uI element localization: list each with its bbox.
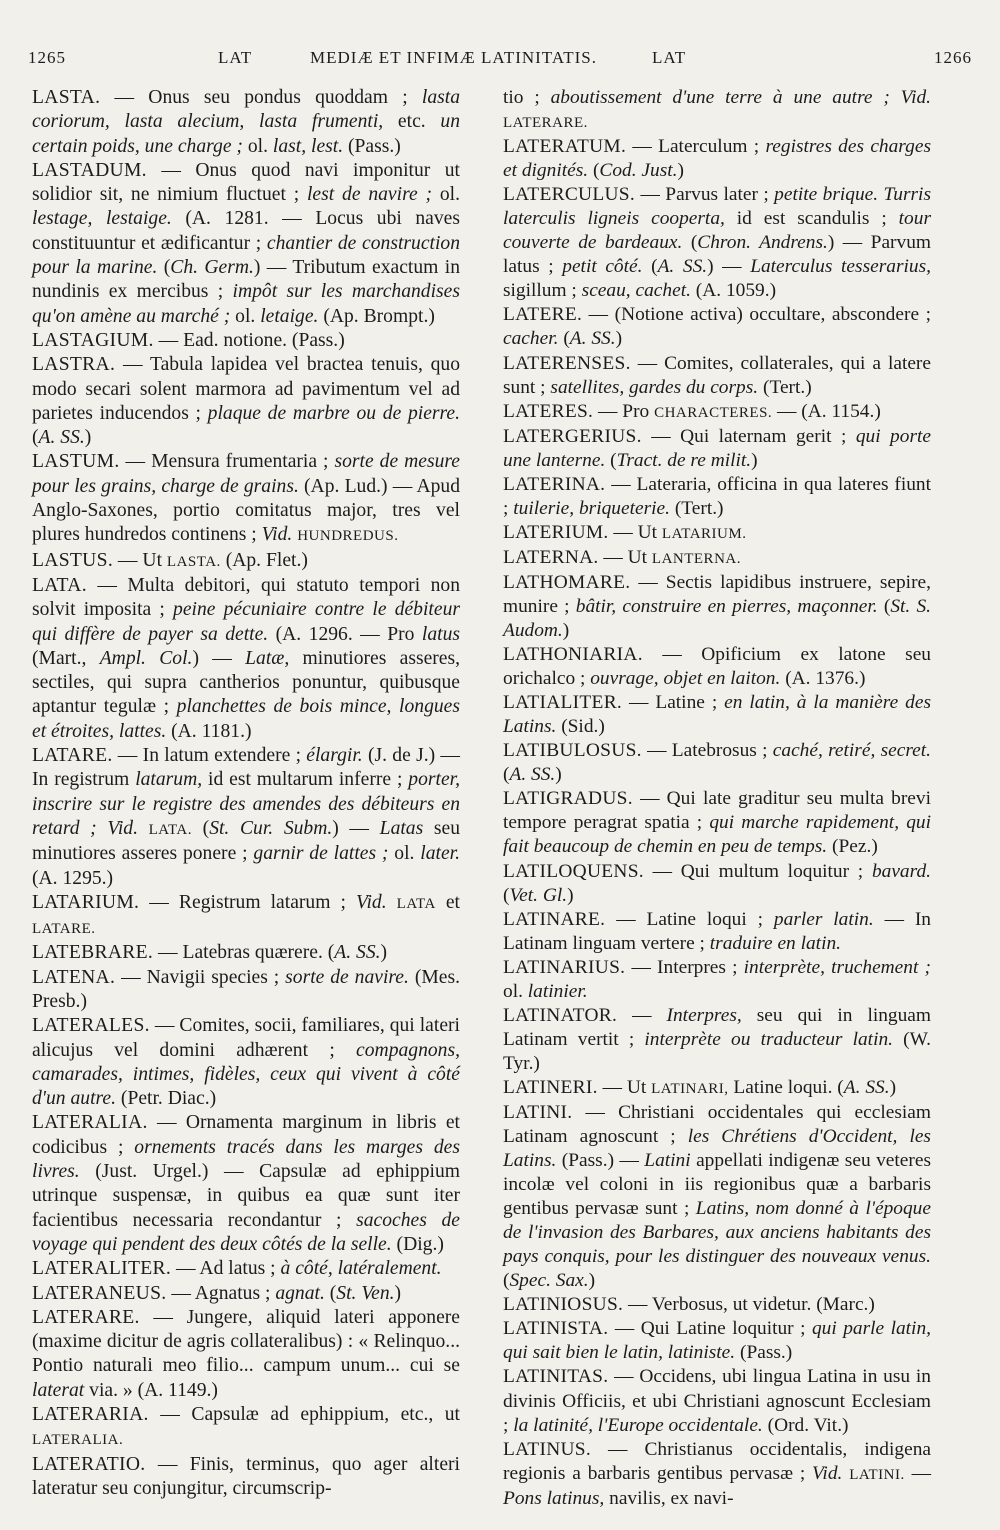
- french-gloss: petit côté.: [562, 256, 643, 278]
- french-gloss: Latini: [644, 1150, 691, 1172]
- entry-text: — Onus quod navi imponitur ut solidior sit, ne nimium fluctuet ;: [32, 159, 460, 206]
- french-gloss: sacoches de voyage qui pendent des deux côtés de la selle.: [32, 1209, 460, 1255]
- dictionary-entry: [503, 1317, 931, 1365]
- entry-text: (Ap. Brompt.): [318, 305, 435, 327]
- french-gloss: Laterculus tesserarius,: [750, 256, 931, 278]
- entry-text: (Tert.): [758, 376, 812, 398]
- headword: LATERIUM.: [503, 521, 609, 543]
- headword: LATERARIA.: [32, 1404, 149, 1426]
- dictionary-entry: [32, 353, 460, 450]
- entry-text: ): [889, 1076, 897, 1098]
- french-gloss: latarum,: [135, 769, 203, 791]
- cross-reference: LATA: [396, 895, 436, 912]
- dictionary-entry: [32, 1111, 460, 1257]
- entry-text: (Sid.): [556, 716, 605, 738]
- french-gloss: ornements tracés dans les marges des livres.: [32, 1136, 460, 1183]
- entry-text: (Pez.): [827, 836, 878, 858]
- entry-text: (: [503, 764, 510, 786]
- headword: LATERES.: [503, 400, 594, 422]
- entry-text: — Qui laternam gerit ;: [641, 425, 856, 447]
- entry-text: — In Latinam linguam vertere ;: [503, 908, 931, 954]
- french-gloss: Vet. Gl.: [509, 884, 568, 906]
- dictionary-entry: [503, 546, 931, 571]
- french-gloss: latinier.: [527, 980, 588, 1002]
- dictionary-entry: [503, 183, 931, 303]
- french-gloss: petite brique. Turris laterculis ligneis cooperta,: [503, 184, 931, 230]
- entry-text: — Opificium ex latone seu orichalco ;: [503, 644, 931, 690]
- cross-reference: LATARIUM.: [661, 525, 747, 542]
- dictionary-entry: [503, 956, 931, 1004]
- french-gloss: parler latin.: [773, 908, 874, 930]
- dictionary-entry: [32, 1014, 460, 1111]
- entry-text: (: [324, 1282, 337, 1304]
- dictionary-entry: [32, 891, 460, 942]
- entry-text: — Ut: [608, 521, 662, 543]
- french-gloss: Ch. Germ.: [170, 257, 254, 279]
- entry-text: ol.: [503, 980, 528, 1002]
- entry-text: (: [503, 1270, 510, 1292]
- entry-text: — In latum extendere ;: [112, 745, 307, 767]
- entry-text: — Parvus later ;: [635, 184, 775, 206]
- french-gloss: chantier de construction pour la marine.: [32, 232, 460, 279]
- entry-text: — Latebras quærere. (: [153, 942, 335, 964]
- entry-text: (Pass.) —: [556, 1150, 645, 1172]
- dictionary-entry: [503, 86, 931, 135]
- french-gloss: satellites, gardes du corps.: [550, 376, 759, 398]
- french-gloss: later.: [420, 843, 460, 865]
- headword: LATINARIUS.: [503, 956, 626, 978]
- french-gloss: tuilerie, briqueterie.: [513, 497, 670, 519]
- cross-reference: LATINI.: [849, 1466, 905, 1483]
- headword: LASTA.: [32, 87, 101, 108]
- entry-text: — Interpres ;: [625, 956, 744, 978]
- french-gloss: Latæ,: [245, 647, 290, 669]
- entry-text: appellati indigenæ seu veteres incolæ vel coloni in iis regionibus quæ a barbaris gentibus pervasæ sunt ;: [503, 1150, 931, 1220]
- french-gloss: last, lest.: [272, 135, 344, 157]
- running-header: [28, 48, 972, 78]
- dictionary-entry: [503, 400, 931, 425]
- dictionary-entry: [503, 303, 931, 351]
- french-gloss: les Chrétiens d'Occident, les Latins.: [503, 1126, 931, 1172]
- french-gloss: A. SS.: [569, 328, 616, 350]
- french-gloss: A. SS.: [334, 942, 381, 964]
- entry-text: ) — Tributum exactum in nundinis ex mercibus ;: [32, 257, 460, 303]
- french-gloss: interprète, truchement ;: [743, 956, 931, 978]
- french-gloss: agnat.: [275, 1282, 325, 1304]
- entry-text: — Comites, socii, familiares, qui lateri alicujus vel domini adhærent ;: [32, 1015, 460, 1061]
- entry-text: ): [615, 328, 623, 350]
- dictionary-entry: [503, 571, 931, 643]
- french-gloss: A. SS.: [509, 764, 556, 786]
- french-gloss: Vid.: [261, 524, 293, 546]
- headword: LATERATIO.: [32, 1453, 146, 1475]
- french-gloss: laterat: [32, 1379, 85, 1401]
- entry-text: (Pass.): [343, 135, 401, 157]
- entry-text: via. » (A. 1149.): [84, 1379, 218, 1401]
- entry-text: — Ut: [113, 549, 167, 571]
- cross-reference: LATERALIA.: [32, 1432, 124, 1449]
- dictionary-entry: [503, 643, 931, 691]
- dictionary-entry: [32, 329, 460, 353]
- cross-reference: LATA.: [148, 821, 193, 838]
- entry-text: minutiores asseres, sectiles, qui supra cantherios ponuntur, quibusque aptantur tegulæ ;: [32, 647, 461, 718]
- french-gloss: Chron. Andrens.: [697, 232, 828, 254]
- entry-text: ) —: [332, 817, 380, 839]
- left-column: [32, 86, 460, 1501]
- entry-text: ) —: [707, 256, 751, 278]
- entry-text: — Mensura frumentaria ;: [119, 451, 335, 473]
- entry-text: — Qui multum loquitur ;: [643, 860, 872, 882]
- entry-text: etc.: [383, 111, 441, 133]
- entry-text: (Pass.): [735, 1342, 793, 1364]
- entry-text: ): [380, 942, 388, 964]
- dictionary-entry: [503, 135, 931, 183]
- dictionary-entry: [503, 739, 931, 787]
- headword: LATINARE.: [503, 908, 606, 930]
- headword: LATERALES.: [32, 1015, 150, 1037]
- entry-text: — Qui Latine loquitur ;: [608, 1318, 812, 1340]
- headword: LASTUS.: [32, 549, 114, 571]
- entry-text: (: [558, 328, 570, 350]
- french-gloss: plaque de marbre ou de pierre.: [207, 402, 461, 424]
- cross-reference: LANTERNA.: [651, 550, 741, 567]
- french-gloss: interprète ou traducteur latin.: [644, 1028, 893, 1050]
- french-gloss: bavard.: [871, 860, 931, 882]
- entry-text: (Petr. Diac.): [116, 1088, 217, 1110]
- entry-text: — Ad latus ;: [171, 1258, 281, 1280]
- french-gloss: St. Ven.: [336, 1282, 395, 1304]
- french-gloss: Ampl. Col.: [99, 647, 193, 669]
- french-gloss: latus: [421, 623, 460, 645]
- french-gloss: Interpres,: [666, 1004, 742, 1026]
- entry-text: — (Notione activa) occultare, abscondere ;: [582, 304, 931, 326]
- headword: LASTAGIUM.: [32, 329, 154, 351]
- french-gloss: caché, retiré, secret.: [772, 740, 932, 762]
- entry-text: — Capsulæ ad ephippium, etc., ut: [148, 1404, 460, 1426]
- cross-reference: LASTA.: [166, 553, 221, 570]
- dictionary-entry: [32, 1403, 460, 1453]
- right-guide-word: LAT: [652, 48, 687, 67]
- entry-text: — Ornamenta marginum in libris et codicibus ;: [32, 1112, 460, 1158]
- entry-text: (A. 1281. — Locus ubi naves constituuntur et ædificantur ;: [32, 208, 460, 254]
- headword: LATIBULOSUS.: [503, 740, 642, 762]
- entry-text: (: [503, 884, 510, 906]
- headword: LATERARE.: [32, 1306, 140, 1328]
- entry-text: (: [192, 817, 210, 839]
- entry-text: — Onus seu pondus quoddam ;: [100, 87, 422, 108]
- dictionary-entry: [503, 1101, 931, 1293]
- entry-text: ol.: [388, 843, 421, 865]
- dictionary-entry: [503, 691, 931, 739]
- entry-text: navilis, ex navi-: [604, 1487, 734, 1509]
- french-gloss: tour couverte de bardeaux.: [503, 208, 931, 254]
- entry-text: ): [84, 427, 92, 449]
- headword: LATEBRARE.: [32, 942, 154, 964]
- french-gloss: peine pécuniaire contre le débiteur qui diffère de payer sa dette.: [32, 599, 460, 645]
- entry-text: — Christianus occidentalis, indigena regionis a barbaris gentibus pervasæ ;: [503, 1438, 931, 1484]
- headword: LATERALITER.: [32, 1258, 172, 1280]
- entry-text: — Pro: [593, 400, 655, 422]
- french-gloss: letaige.: [260, 305, 319, 327]
- dictionary-entry: [32, 86, 460, 159]
- french-gloss: cacher.: [503, 328, 559, 350]
- dictionary-entry: [503, 521, 931, 546]
- french-gloss: lestage, lestaige.: [32, 208, 172, 230]
- french-gloss: qui parle latin, qui sait bien le latin, latiniste.: [503, 1318, 931, 1364]
- entry-text: ol.: [242, 135, 273, 157]
- entry-text: (A. 1295.): [32, 867, 114, 889]
- entry-text: — Qui late graditur seu multa brevi tempore peragrat spatia ;: [503, 788, 931, 834]
- french-gloss: Pons latinus,: [503, 1487, 605, 1509]
- headword: LATINISTA.: [503, 1318, 609, 1340]
- entry-text: ): [394, 1282, 402, 1304]
- french-gloss: Latins, nom donné à l'époque de l'invasion des Barbares, aux anciens habitants des pays conquis, pour les distinguer des nouveaux venus.: [503, 1198, 931, 1268]
- entry-text: — Sectis lapidibus instruere, sepire, munire ;: [503, 571, 931, 617]
- entry-text: ol.: [432, 184, 460, 206]
- headword: LATERNA.: [503, 546, 599, 568]
- french-gloss: garnir de lattes ;: [253, 843, 389, 865]
- dictionary-entry: [32, 159, 460, 329]
- french-gloss: lasta coriorum, lasta alecium, lasta frumenti,: [32, 87, 460, 133]
- cross-reference: CHARACTERES.: [654, 404, 773, 421]
- french-gloss: ouvrage, objet en laiton.: [590, 668, 781, 690]
- entry-text: ): [562, 620, 570, 642]
- french-gloss: élargir.: [306, 745, 363, 767]
- entry-text: (J. de J.) — In registrum: [32, 745, 460, 791]
- french-gloss: registres des charges et dignités.: [503, 136, 931, 182]
- headword: LATILOQUENS.: [503, 860, 644, 882]
- entry-text: — Latine loqui ;: [605, 908, 774, 930]
- headword: LATERANEUS.: [32, 1282, 167, 1304]
- entry-text: — Navigii species ;: [115, 966, 286, 988]
- french-gloss: traduire en latin.: [709, 932, 842, 954]
- cross-reference: LATINARI,: [651, 1080, 729, 1097]
- entry-text: seu minutiores asseres ponere ;: [32, 817, 460, 865]
- french-gloss: Tract. de re milit.: [616, 449, 752, 471]
- entry-text: — Registrum latarum ;: [139, 891, 356, 913]
- entry-text: — Latine ;: [622, 692, 725, 714]
- french-gloss: planchettes de bois mince, longues et étroites, lattes.: [32, 696, 460, 742]
- entry-text: (W. Tyr.): [503, 1028, 931, 1074]
- entry-text: ) —: [192, 647, 246, 669]
- entry-text: (: [642, 256, 658, 278]
- right-page-number: 1266: [934, 48, 972, 67]
- entry-text: et: [435, 891, 460, 913]
- french-gloss: A. SS.: [843, 1076, 890, 1098]
- dictionary-entry: [503, 1438, 931, 1511]
- headword: LATIALITER.: [503, 692, 623, 714]
- entry-text: id est scandulis ;: [724, 208, 899, 230]
- headword: LATERE.: [503, 304, 583, 326]
- dictionary-entry: [32, 574, 460, 744]
- french-gloss: la latinité, l'Europe occidentale.: [513, 1414, 763, 1436]
- entry-text: (A. 1181.): [166, 720, 252, 742]
- french-gloss: porter, inscrire sur le registre des amendes des débiteurs en retard ; Vid.: [32, 769, 460, 839]
- entry-text: — Christiani occidentales qui ecclesiam Latinam agnoscunt ;: [503, 1101, 931, 1148]
- entry-text: id est multarum inferre ;: [202, 769, 409, 791]
- dictionary-entry: [503, 787, 931, 859]
- entry-text: — Ead. notione. (Pass.): [153, 329, 345, 351]
- headword: LATINITAS.: [503, 1366, 609, 1388]
- dictionary-entry: [503, 1076, 931, 1101]
- entry-text: tio ;: [503, 87, 551, 108]
- dictionary-entry: [503, 1365, 931, 1437]
- headword: LATERCULUS.: [503, 184, 636, 206]
- headword: LATHONIARIA.: [503, 644, 643, 666]
- dictionary-entry: [32, 966, 460, 1015]
- french-gloss: compagnons, camarades, intimes, fidèles, ceux qui vivent à côté d'un autre.: [32, 1039, 460, 1110]
- french-gloss: Vid.: [812, 1462, 843, 1484]
- french-gloss: qui porte une lanterne.: [503, 425, 931, 471]
- dictionary-entry: [32, 941, 460, 965]
- headword: LATERGERIUS.: [503, 425, 642, 447]
- running-title: MEDIÆ ET INFIMÆ LATINITATIS.: [310, 48, 597, 67]
- entry-text: seu qui in linguam Latinam vertit ;: [503, 1004, 931, 1050]
- entry-text: — (A. 1154.): [772, 400, 881, 422]
- french-gloss: bâtir, construire en pierres, maçonner.: [575, 595, 878, 617]
- entry-text: (: [157, 257, 171, 279]
- dictionary-entry: [503, 1293, 931, 1317]
- entry-text: ): [588, 1270, 596, 1292]
- dictionary-entry: [32, 744, 460, 891]
- entry-text: ): [751, 449, 758, 471]
- headword: LATERALIA.: [32, 1112, 148, 1134]
- french-gloss: à côté, latéralement.: [280, 1258, 442, 1280]
- headword: LATARE.: [32, 745, 113, 767]
- entry-text: (Ord. Vit.): [762, 1414, 849, 1436]
- entry-text: — Jungere, aliquid lateri apponere (maxime dicitur de agris collateralibus) : « Relinquo... Pontio naturali meo filio... campum unum... cui se: [32, 1306, 460, 1377]
- french-gloss: sorte de mesure pour les grains, charge de grains.: [32, 451, 460, 497]
- entry-text: — Ut: [597, 1076, 652, 1098]
- french-gloss: A. SS.: [657, 256, 708, 278]
- entry-text: [138, 818, 149, 839]
- dictionary-entry: [32, 549, 460, 574]
- entry-text: ): [567, 884, 574, 906]
- dictionary-entry: [503, 860, 931, 908]
- headword: LATERENSES.: [503, 352, 631, 374]
- entry-text: — Comites, collaterales, qui a latere sunt ;: [503, 352, 931, 398]
- left-page-number: 1265: [28, 48, 66, 67]
- entry-text: — Tabula lapidea vel bractea tenuis, quo modo secari solent marmora ad pavimentum vel ad parietes inducendos ;: [32, 354, 460, 424]
- dictionary-entry: [32, 450, 460, 548]
- dictionary-entry: [503, 908, 931, 956]
- entry-text: (Tert.): [669, 497, 724, 519]
- entry-text: ol.: [230, 305, 261, 327]
- entry-text: Latine loqui. (: [728, 1076, 844, 1098]
- french-gloss: qui marche rapidement, qui fait beaucoup de chemin en peu de temps.: [503, 812, 931, 858]
- entry-text: ) — Parvum latus ;: [503, 232, 931, 278]
- entry-text: — Laterculum ;: [626, 136, 766, 158]
- entry-text: —: [904, 1462, 931, 1484]
- entry-text: — Occidens, ubi lingua Latina in usu in divinis Officiis, et ubi Christiani agnoscunt Ecclesiam ;: [503, 1366, 931, 1436]
- headword: LATERINA.: [503, 473, 606, 495]
- headword: LASTRA.: [32, 354, 116, 376]
- entry-text: (: [588, 160, 600, 182]
- entry-text: (A. 1296. — Pro: [268, 623, 422, 645]
- headword: LASTADUM.: [32, 159, 147, 181]
- headword: LATA.: [32, 574, 87, 596]
- headword: LATARIUM.: [32, 891, 140, 913]
- headword: LATERATUM.: [503, 136, 627, 158]
- entry-text: (A. 1376.): [780, 668, 866, 690]
- dictionary-entry: [503, 352, 931, 400]
- entry-text: (Mart.,: [32, 647, 100, 669]
- headword: LATINERI.: [503, 1076, 598, 1098]
- dictionary-entry: [32, 1453, 460, 1502]
- dictionary-entry: [503, 425, 931, 473]
- entry-text: [387, 892, 397, 913]
- dictionary-entry: [32, 1257, 460, 1281]
- headword: LATENA.: [32, 966, 116, 988]
- headword: LATINI.: [503, 1101, 573, 1123]
- french-gloss: Vid.: [355, 891, 387, 913]
- french-gloss: St. S. Audom.: [503, 595, 932, 642]
- headword: LATIGRADUS.: [503, 788, 633, 810]
- cross-reference: LATERARE.: [503, 115, 588, 132]
- french-gloss: Cod. Just.: [599, 160, 678, 182]
- dictionary-entry: [503, 1004, 931, 1076]
- french-gloss: St. Cur. Subm.: [209, 817, 333, 839]
- left-guide-word: LAT: [218, 48, 253, 67]
- right-column: [503, 86, 931, 1511]
- french-gloss: impôt sur les marchandises qu'on amène au marché ;: [32, 281, 460, 327]
- cross-reference: LATARE.: [32, 921, 96, 938]
- entry-text: (A. 1059.): [690, 280, 777, 302]
- entry-text: (Ap. Flet.): [220, 549, 308, 571]
- entry-text: — Verbosus, ut videtur. (Marc.): [623, 1294, 875, 1316]
- headword: LASTUM.: [32, 451, 120, 473]
- entry-text: (Dig.): [391, 1233, 444, 1255]
- dictionary-entry: [32, 1306, 460, 1403]
- entry-text: (: [32, 427, 39, 449]
- entry-text: (: [605, 449, 617, 471]
- entry-text: (: [877, 595, 891, 617]
- entry-text: — Latebrosus ;: [641, 740, 773, 762]
- cross-reference: HUNDREDUS.: [297, 528, 399, 545]
- french-gloss: sceau, cachet.: [581, 280, 691, 302]
- french-gloss: A. SS.: [38, 427, 85, 449]
- french-gloss: Spec. Sax.: [509, 1270, 589, 1292]
- entry-text: —: [617, 1004, 667, 1026]
- entry-text: ): [555, 764, 562, 786]
- french-gloss: aboutissement d'une terre à une autre ; Vid.: [550, 87, 932, 108]
- entry-text: — Finis, terminus, quo ager alteri lateratur seu conjungitur, circumscrip-: [32, 1453, 460, 1499]
- entry-text: ): [677, 160, 684, 182]
- entry-text: (Just. Urgel.) — Capsulæ ad ephippium utrinque suspensæ, in quibus ea quæ sunt iter facientibus necessaria recondantur ;: [32, 1161, 460, 1231]
- entry-text: (Ap. Lud.) — Apud Anglo-Saxones, portio comitatus major, tres vel plures hundredos continens ;: [32, 475, 460, 546]
- entry-text: (: [682, 232, 698, 254]
- entry-text: — Lateraria, officina in qua lateres fiunt ;: [503, 473, 931, 519]
- french-gloss: un certain poids, une charge ;: [32, 111, 460, 157]
- headword: LATHOMARE.: [503, 571, 631, 593]
- french-gloss: en latin, à la manière des Latins.: [503, 692, 932, 738]
- entry-text: — Ut: [598, 546, 652, 568]
- entry-text: — Agnatus ;: [166, 1282, 276, 1304]
- headword: LATINUS.: [503, 1438, 592, 1460]
- dictionary-entry: [32, 1282, 460, 1306]
- french-gloss: sorte de navire.: [285, 966, 409, 988]
- entry-text: sigillum ;: [503, 280, 582, 302]
- headword: LATINATOR.: [503, 1004, 618, 1026]
- dictionary-entry: [503, 473, 931, 521]
- french-gloss: Latas: [379, 817, 424, 839]
- entry-text: — Multa debitori, qui statuto tempori non solvit imposita ;: [32, 574, 460, 621]
- entry-text: (Mes. Presb.): [32, 966, 460, 1012]
- french-gloss: lest de navire ;: [306, 184, 433, 206]
- headword: LATINIOSUS.: [503, 1294, 624, 1316]
